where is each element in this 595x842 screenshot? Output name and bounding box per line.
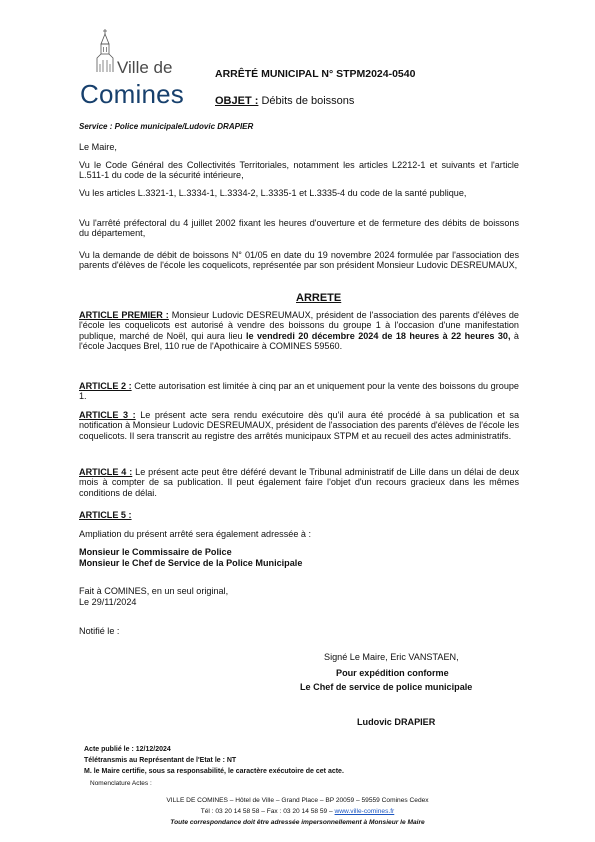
objet-line (215, 95, 354, 107)
article-2-label: ARTICLE 2 : (79, 381, 132, 391)
nomenclature: Nomenclature Actes : (90, 780, 152, 787)
arrete-number: ARRÊTÉ MUNICIPAL N° STPM2024-0540 (215, 68, 416, 80)
article-3-text: Le présent acte sera rendu exécutoire dès qu'il aura été procédé à sa publication et sa notification à Monsieur Ludovic DESREUMAUX, président de l'association des parents d'élèves de l'école les coquelicots. Il sera transcrit au registre des arrêtés municipaux STPM et au recueil des actes administratifs. (79, 410, 520, 441)
article-2-text: Cette autorisation est limitée à cinq par an et uniquement pour la vente des boissons du groupe 1. (79, 381, 519, 402)
pour-expedition: Pour expédition conforme (336, 668, 449, 678)
vu-paragraph-1: Vu le Code Général des Collectivités Territoriales, notamment les articles L2212-1 et suivants et l'article L.511-1 du code de la sécurité intérieure, (79, 160, 519, 181)
salutation: Le Maire, (79, 142, 117, 152)
vu-paragraph-3: Vu l'arrêté préfectoral du 4 juillet 2002 fixant les heures d'ouverture et de fermeture des débits de boissons du département, (79, 218, 519, 239)
objet-text: Débits de boissons (258, 95, 355, 107)
objet-label: OBJET : (215, 95, 259, 107)
article-1-text-b: à l'école Jacques Brel, 110 rue de l'Apothicaire à COMINES 59560. (79, 330, 519, 352)
arrete-heading: ARRETE (296, 292, 342, 304)
article-5-label: ARTICLE 5 : (79, 510, 132, 520)
vu-paragraph-4: Vu la demande de débit de boissons N° 01/05 en date du 19 novembre 2024 formulée par l'association des parents d'élèves de l'école les coquelicots, représentée par son président Monsieur Ludovic DESREUMAUX, (79, 250, 519, 271)
article-3 (79, 410, 519, 441)
footer-contact-text: Tél : 03 20 14 58 58 – Fax : 03 20 14 58 59 – (200, 808, 335, 815)
logo-text-comines: Comines (80, 79, 184, 109)
certification: M. le Maire certifie, sous sa responsabilité, le caractère exécutoire de cet acte. (84, 768, 344, 775)
article-3-label: ARTICLE 3 : (79, 410, 136, 420)
article-1-text-a: Monsieur Ludovic DESREUMAUX, président de l'association des parents d'élèves de l'école les coquelicots est autorisé à vendre des boissons du groupe 1 à l'occasion d'une manifestation publique, marché de Noël, qui aura lieu (79, 310, 519, 341)
article-4 (79, 467, 519, 498)
vu-paragraph-2: Vu les articles L.3321-1, L.3334-1, L.3334-2, L.3335-1 et L.3335-4 du code de la santé publique, (79, 188, 467, 198)
footer-contact (0, 808, 595, 815)
service-line: Service : Police municipale/Ludovic DRAPIER (79, 122, 254, 131)
article-4-label: ARTICLE 4 : (79, 467, 133, 477)
article-1-label: ARTICLE PREMIER : (79, 310, 169, 320)
article-2 (79, 381, 519, 402)
fait-line: Fait à COMINES, en un seul original, (79, 586, 229, 596)
teletransmis: Télétransmis au Représentant de l'Etat le : NT (84, 757, 237, 764)
acte-publie: Acte publié le : 12/12/2024 (84, 746, 171, 753)
footer-notice: Toute correspondance doit être adressée impersonnellement à Monsieur le Maire (170, 819, 425, 826)
article-5-label-line (79, 510, 519, 520)
article-1-date: le vendredi 20 décembre 2024 de 18 heures à 22 heures 30, (245, 330, 511, 341)
recipient-2: Monsieur le Chef de Service de la Police Municipale (79, 558, 303, 568)
signatory-name: Ludovic DRAPIER (357, 717, 436, 727)
website-link[interactable]: www.ville-comines.fr (334, 808, 395, 815)
notifie-line: Notifié le : (79, 626, 120, 636)
article-5-text: Ampliation du présent arrêté sera également adressée à : (79, 529, 312, 539)
chef-service: Le Chef de service de police municipale (300, 682, 473, 692)
logo-text-ville: Ville de (117, 58, 173, 77)
date-line: Le 29/11/2024 (79, 597, 137, 607)
recipient-1: Monsieur le Commissaire de Police (79, 547, 232, 557)
signed-by: Signé Le Maire, Eric VANSTAEN, (324, 652, 459, 662)
footer-address: VILLE DE COMINES – Hôtel de Ville – Grand Place – BP 20059 – 59559 Comines Cedex (166, 797, 429, 804)
article-1 (79, 310, 519, 352)
church-icon (92, 28, 118, 72)
city-logo (80, 28, 195, 110)
article-4-text: Le présent acte peut être déféré devant le Tribunal administratif de Lille dans un délai de deux mois à compter de sa publication. Il peut également faire l'objet d'un recours gracieux dans les mêmes conditions de délai. (79, 467, 520, 498)
